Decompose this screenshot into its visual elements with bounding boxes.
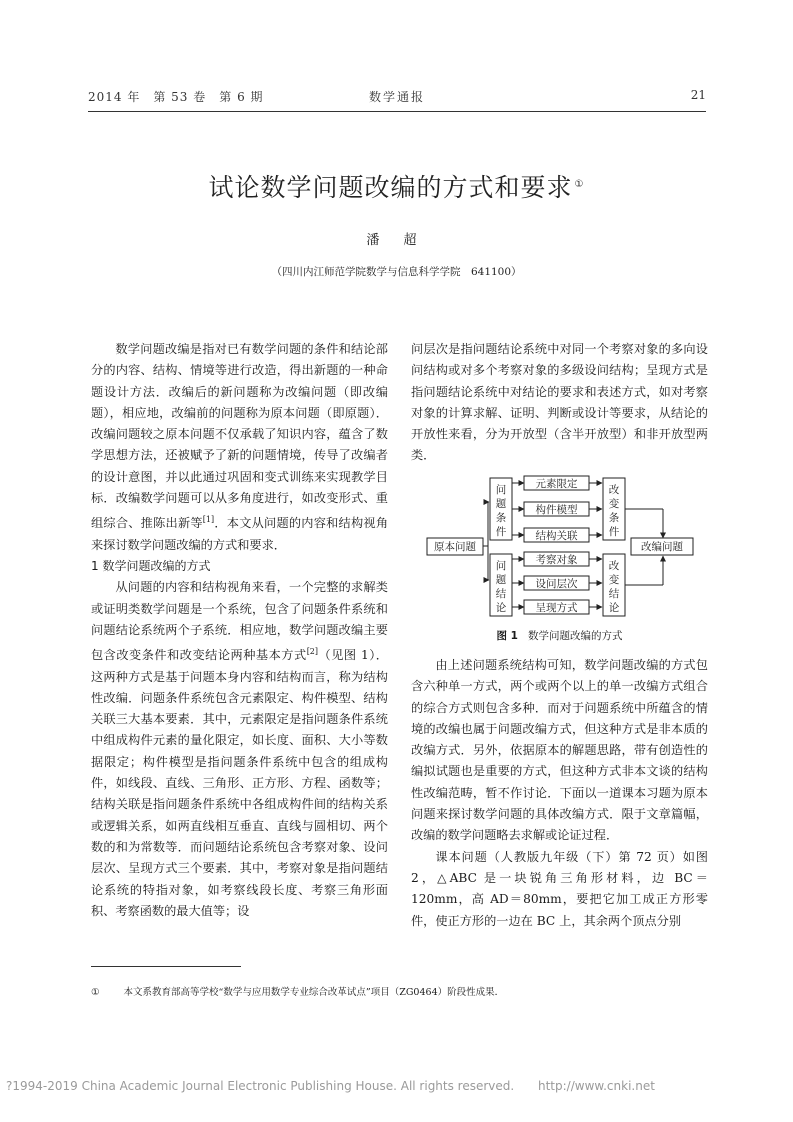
intro-paragraph [91, 339, 388, 556]
element-label: 元素限定 [535, 478, 578, 490]
right-column-bottom [411, 655, 708, 932]
figure-number: 图 1 [496, 630, 518, 642]
example-paragraph: 课本问题（人教版九年级（下）第 72 页）如图 2，△ABC 是一块锐角三角形材料，边 BC＝120mm，高 AD＝80mm，要把它加工成正方形零件，使正方形的一边在 BC 上，其余两个顶点分别 [411, 849, 708, 928]
footnote [91, 984, 711, 998]
page-number: 21 [690, 88, 706, 102]
author-name: 潘 超 [366, 233, 427, 248]
title-text: 试论数学问题改编的方式和要求 [208, 173, 573, 202]
concl-sys-char: 题 [495, 574, 507, 586]
author-affiliation: （四川内江师范学院数学与信息科学学院 641100） [271, 266, 522, 278]
concl-sys-char: 结 [495, 588, 507, 600]
change-concl-char: 变 [608, 574, 620, 586]
figure-1 [425, 470, 715, 620]
copyright-url: http://www.cnki.net [538, 1079, 655, 1093]
footnote-divider [91, 966, 241, 967]
right-column-top [411, 339, 708, 467]
body-paragraph [91, 577, 388, 922]
article-title [0, 168, 793, 204]
cond-sys-char: 问 [495, 484, 507, 496]
component-label: 构件模型 [535, 504, 578, 516]
level-label: 设问层次 [535, 578, 578, 590]
source-label: 原本问题 [434, 541, 476, 553]
intro-text-a: 数学问题改编是指对已有数学问题的条件和结论部分的内容、结构、情境等进行改造，得出新题的一种命题设计方法．改编后的新问题称为改编问题（即改编题），相应地，改编前的问题称为原本问题（即原题）．改编问题较之原本问题不仅承载了知识内容，蕴含了数学思想方法，还被赋予了新的问题情境，传导了改编者的设计意图，并以此通过巩固和变式训练来实现教学目标．改编数学问题可以从多角度进行，如改变形式、重组综合、推陈出新等 [91, 342, 388, 531]
relation-label: 结构关联 [535, 530, 578, 542]
cond-sys-char: 件 [495, 526, 507, 538]
copyright-text: ?1994-2019 China Academic Journal Electronic Publishing House. All rights reserved. [6, 1079, 515, 1093]
cond-sys-char: 题 [495, 498, 507, 510]
figure-caption [411, 628, 708, 643]
analysis-paragraph: 由上述问题系统结构可知，数学问题改编的方式包含六种单一方式，两个或两个以上的单一改编方式组合的综合方式则包含多种．而对于问题系统中所蕴含的情境的改编也属于问题改编方式，但这种方式是非本质的改编方式．另外，依据原本的解题思路，带有创造性的编拟试题也是重要的方式，但这种方式非本文谈的结构性改编范畴，暂不作讨论．下面以一道课本习题为原本问题来探讨数学问题的具体改编方式．限于文章篇幅，改编的数学问题略去求解或论证过程． [411, 658, 708, 843]
body-text-b: （见图 1）．这两种方式是基于问题本身内容和结构而言，称为结构性改编．问题条件系统包含元素限定、构件模型、结构关联三大基本要素．其中，元素限定是指问题条件系统中组成构件元素的量化限定，如长度、面积、大小等数据限定；构件模型是指问题条件系统中包含的组成构件，如线段、直线、三角形、正方形、方程、函数等；结构关联是指问题条件系统中各组成构件间的结构关系或逻辑关系，如两直线相互垂直、直线与圆相切、两个数的和为常数等．而问题结论系统包含考察对象、设问层次、呈现方式三个要素．其中，考察对象是指问题结论系统的特指对象，如考察线段长度、考察三角形面积、考察函数的最大值等；设 [91, 648, 388, 918]
change-concl-char: 论 [608, 602, 620, 614]
change-cond-char: 改 [608, 484, 620, 496]
target-label: 改编问题 [641, 541, 683, 553]
section-heading: 1 数学问题改编的方式 [91, 559, 211, 574]
change-cond-char: 件 [608, 526, 620, 538]
object-label: 考察对象 [535, 554, 578, 566]
figure-caption-text: 数学问题改编的方式 [527, 630, 623, 642]
header-divider [88, 111, 706, 112]
title-footnote-mark: ① [574, 178, 585, 190]
citation-2: [2] [306, 647, 319, 657]
running-header [88, 88, 706, 108]
presentation-label: 呈现方式 [535, 602, 578, 614]
figure-diagram [425, 470, 715, 620]
footnote-text: 本文系教育部高等学校“数学与应用数学专业综合改革试点”项目（ZG0464）阶段性成果． [123, 987, 505, 998]
citation-1: [1] [202, 515, 215, 525]
change-cond-char: 变 [608, 498, 620, 510]
footnote-mark: ① [91, 987, 100, 998]
change-cond-char: 条 [608, 512, 620, 524]
concl-sys-char: 论 [495, 602, 507, 614]
continued-paragraph: 问层次是指问题结论系统中对同一个考察对象的多向设问结构或对多个考察对象的多级设问结构；呈现方式是指问题结论系统中对结论的要求和表述方式，如对考察对象的计算求解、证明、判断或设计等要求，从结论的开放性来看，分为开放型（含半开放型）和非开放型两类． [411, 342, 708, 463]
intro-text-b: ．本文从问题的内容和结构视角来探讨数学问题改编的方式和要求． [91, 516, 389, 552]
journal-name: 数学通报 [368, 90, 425, 104]
body-text-a: 从问题的内容和结构视角来看，一个完整的求解类或证明类数学问题是一个系统，包含了问题条件系统和问题结论系统两个子系统．相应地，数学问题改编主要包含改变条件和改变结论两种基本方式 [91, 580, 388, 663]
change-concl-char: 结 [608, 588, 620, 600]
cond-sys-char: 条 [495, 512, 507, 524]
issue-info: 2014 年 第 53 卷 第 6 期 [88, 90, 264, 104]
change-concl-char: 改 [608, 560, 620, 572]
left-column [91, 339, 388, 922]
concl-sys-char: 问 [495, 560, 507, 572]
